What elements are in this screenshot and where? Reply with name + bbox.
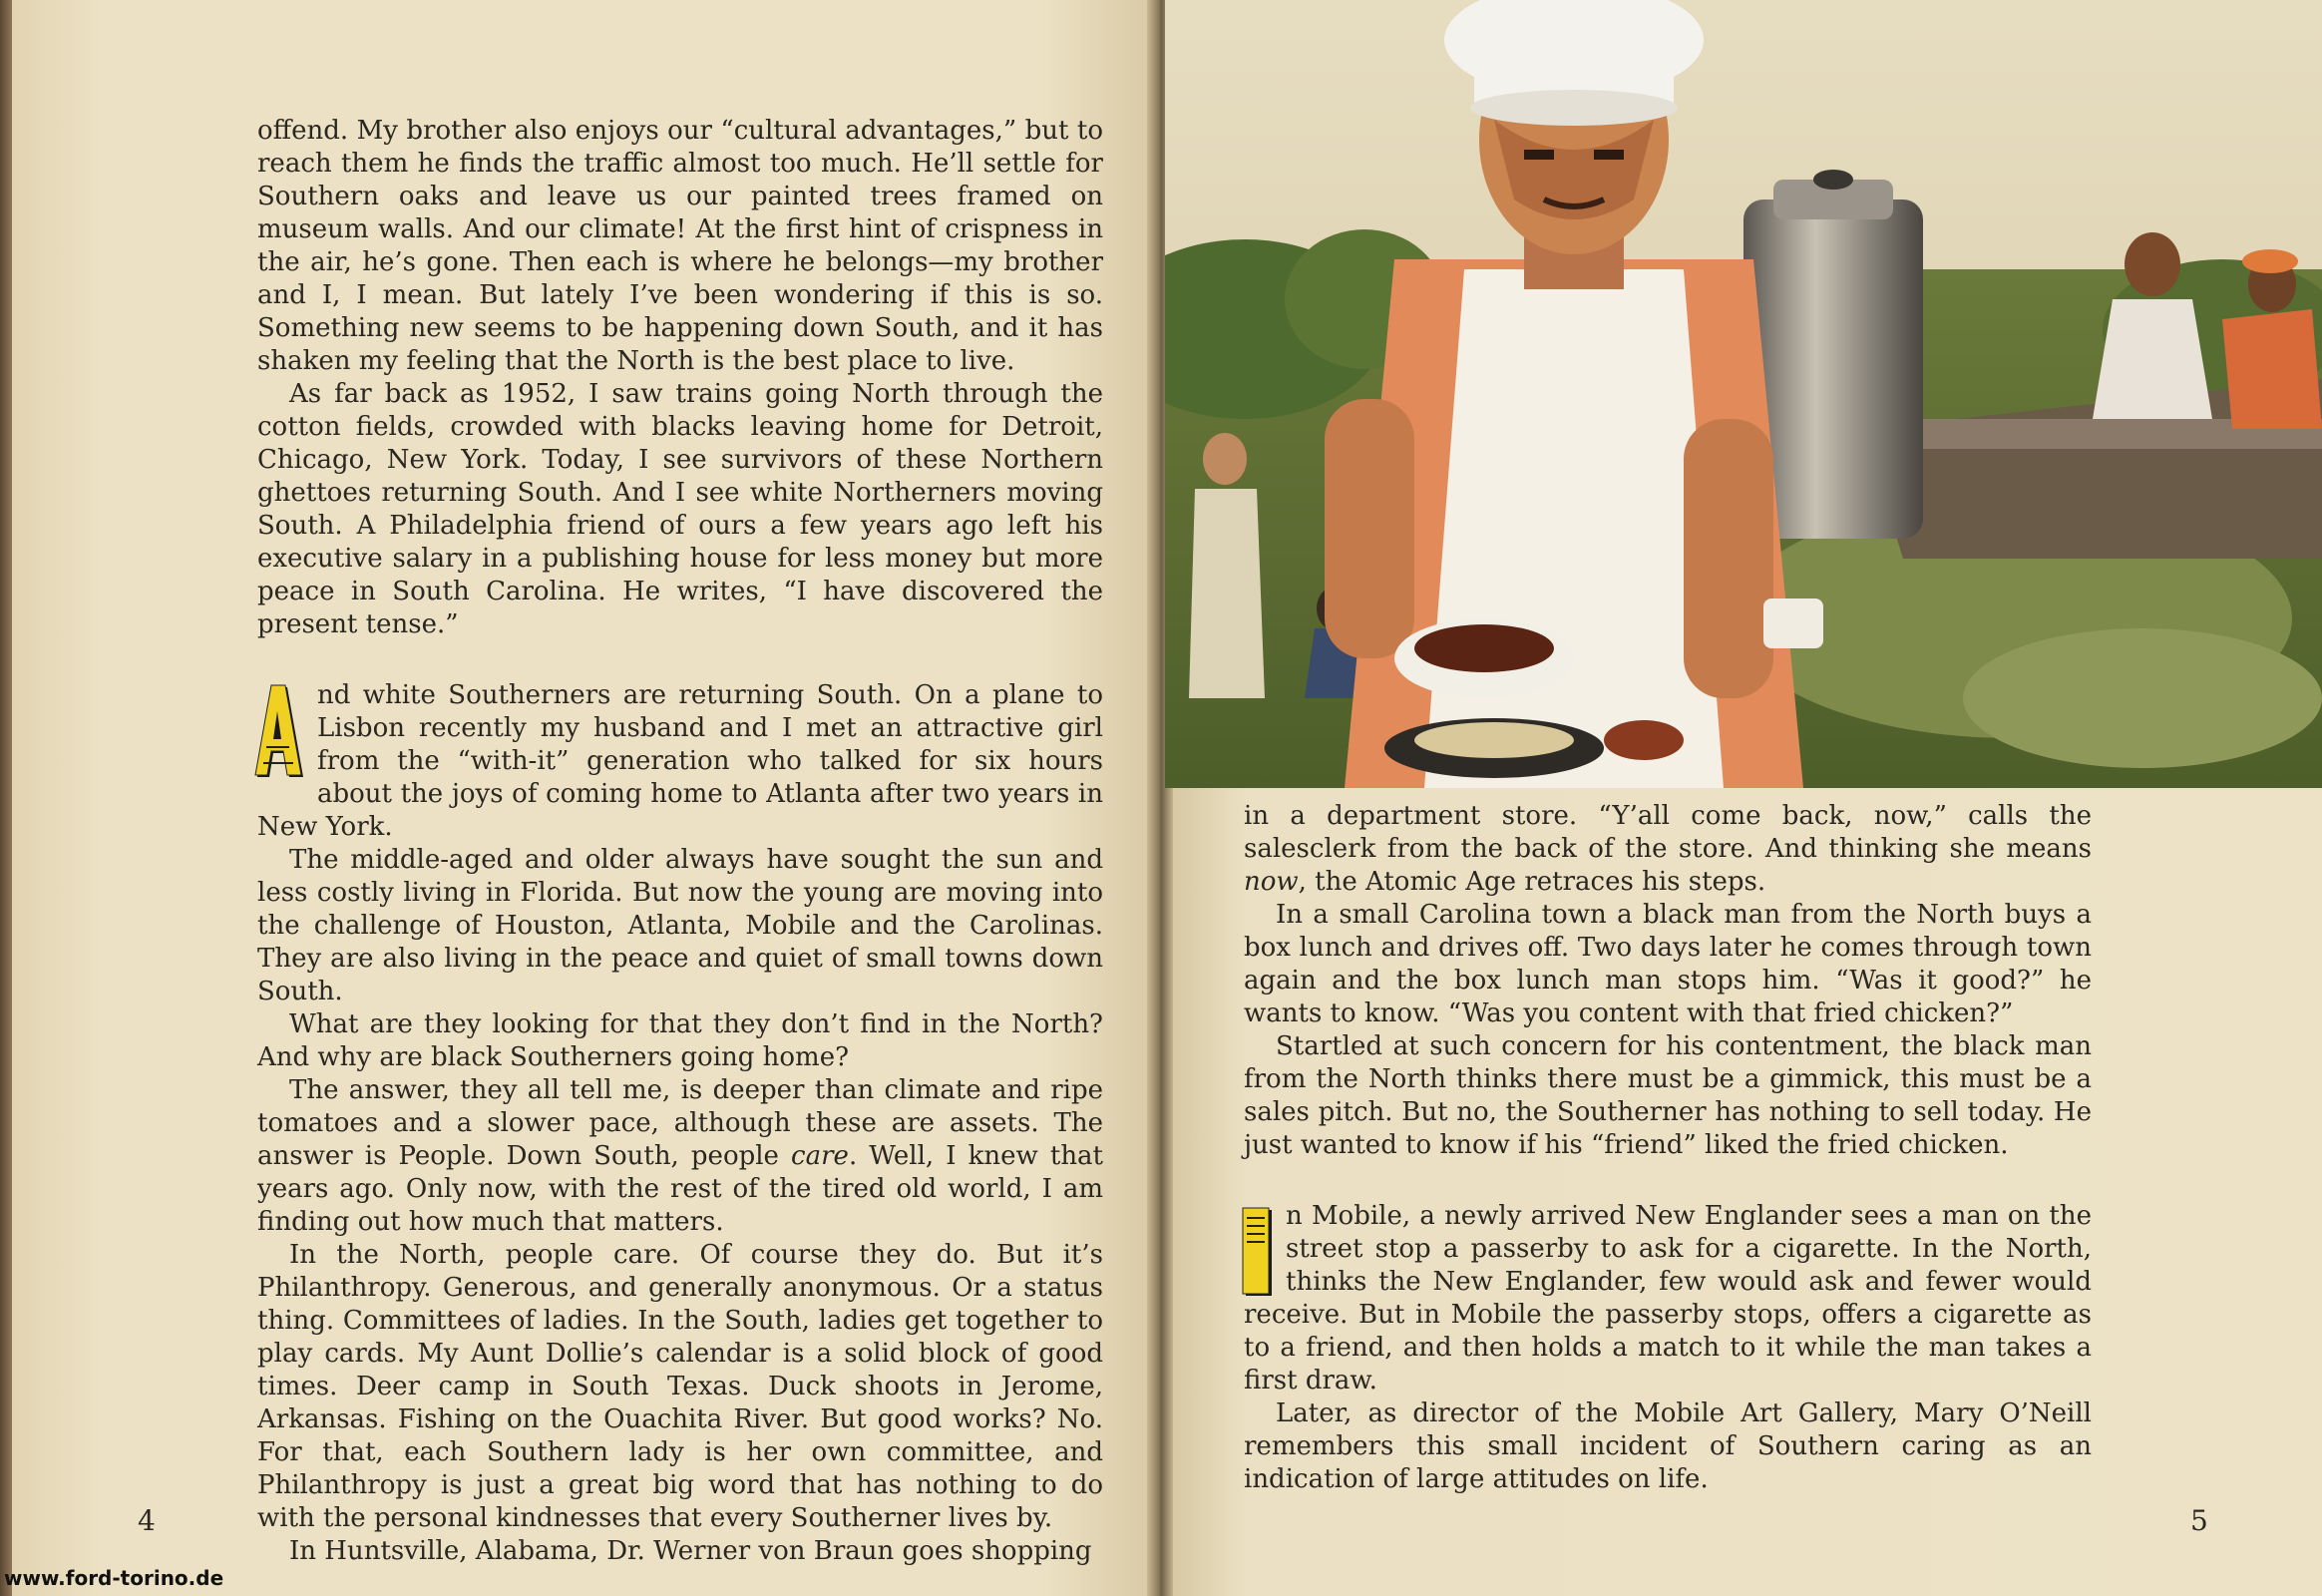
left-paragraph-6 <box>257 1074 1103 1239</box>
left-paragraph-7: In the North, people care. Of course they do. But it’s Philanthropy. Generous, and generally anonymous. Or a status thing. Committees of ladies. In the South, ladies get together to play cards. My Aunt Dollie’s calendar is a solid block of good times. Deer camp in South Texas. Duck shoots in Jerome, Arkansas. Fishing on the Ouachita River. But good works? No. For that, each Southern lady is her own committee, and Philanthropy is just a great big word that has nothing to do with the personal kindnesses that every Southerner lives by. <box>257 1240 1103 1533</box>
chef-illustration <box>1165 0 2322 788</box>
watermark-text: www.ford-torino.de <box>4 1566 224 1590</box>
left-paragraph-6-italic: care <box>791 1141 849 1171</box>
page-edge <box>0 0 12 1596</box>
left-paragraph-4: The middle-aged and older always have sought the sun and less costly living in Florida. But now the young are moving into the challenge of Houston, Atlanta, Mobile and the Carolinas. They are also living in the peace and quiet of small towns down South. <box>257 845 1103 1006</box>
left-paragraph-3-text: nd white Southerners are returning South. On a plane to Lisbon recently my husband and I met an attractive girl from the “with-it” generation who talked for six hours about the joys of coming home to Atlanta after two years in New York. <box>257 680 1103 842</box>
left-page-text <box>257 115 1103 1568</box>
left-paragraph-1: offend. My brother also enjoys our “cultural advantages,” but to reach them he finds the traffic almost too much. He’ll settle for Southern oaks and leave us our painted trees framed on museum walls. And our climate! At the first hint of crispness in the air, he’s gone. Then each is where he belongs—my brother and I, I mean. But lately I’ve been wondering if this is so. Something new seems to be happening down South, and it has shaken my feeling that the North is the best place to live. <box>257 116 1103 376</box>
right-paragraph-4 <box>1244 1200 2092 1397</box>
left-paragraph-3 <box>257 679 1103 844</box>
right-paragraph-1-a: in a department store. “Y’all come back, now,” calls the salesclerk from the back of the store. And thinking she means <box>1244 801 2092 864</box>
right-paragraph-1-b: , the Atomic Age retraces his steps. <box>1298 867 1766 897</box>
right-paragraph-5: Later, as director of the Mobile Art Gallery, Mary O’Neill remembers this small incident of Southern caring as an indication of large attitudes on life. <box>1244 1398 2092 1494</box>
right-paragraph-2: In a small Carolina town a black man from the North buys a box lunch and drives off. Two days later he comes through town again and the box lunch man stops him. “Was it good?” he wants to know. “Was you content with that fried chicken?” <box>1244 900 2092 1028</box>
left-paragraph-6-b: . Well, I knew that years ago. Only now, with the rest of the tired old world, I am finding out how much that matters. <box>257 1141 1104 1237</box>
left-paragraph-6-a: The answer, they all tell me, is deeper than climate and ripe tomatoes and a slower pace, although these are assets. The answer is People. Down South, people <box>257 1075 1103 1171</box>
right-paragraph-4-text: n Mobile, a newly arrived New Englander sees a man on the street stop a passerby to ask for a cigarette. In the North, thinks the New Englander, few would ask and fewer would receive. But in Mobile the passerby stops, offers a cigarette as to a friend, and then holds a match to it while the man takes a first draw. <box>1244 1201 2092 1396</box>
page-number-right: 5 <box>2190 1504 2208 1537</box>
right-paragraph-1 <box>1244 800 2092 899</box>
page-number-left: 4 <box>138 1504 156 1537</box>
dropcap-a-icon <box>253 683 305 779</box>
dropcap-i-icon <box>1240 1206 1274 1298</box>
right-paragraph-1-italic: now <box>1244 867 1299 897</box>
right-paragraph-3: Startled at such concern for his contentment, the black man from the North thinks there must be a gimmick, this must be a sales pitch. But no, the Southerner has nothing to sell today. He just wanted to know if his “friend” liked the fried chicken. <box>1244 1031 2092 1160</box>
left-paragraph-5: What are they looking for that they don’t find in the North? And why are black Southerners going home? <box>257 1009 1103 1072</box>
left-paragraph-2: As far back as 1952, I saw trains going North through the cotton fields, crowded with blacks leaving home for Detroit, Chicago, New York. Today, I see survivors of these Northern ghettoes returning South. And I see white Northerners moving South. A Philadelphia friend of ours a few years ago left his executive salary in a publishing house for less money but more peace in South Carolina. He writes, “I have discovered the present tense.” <box>257 379 1103 639</box>
left-paragraph-8: In Huntsville, Alabama, Dr. Werner von Braun goes shopping <box>289 1536 1092 1566</box>
right-page-text <box>1244 800 2092 1496</box>
